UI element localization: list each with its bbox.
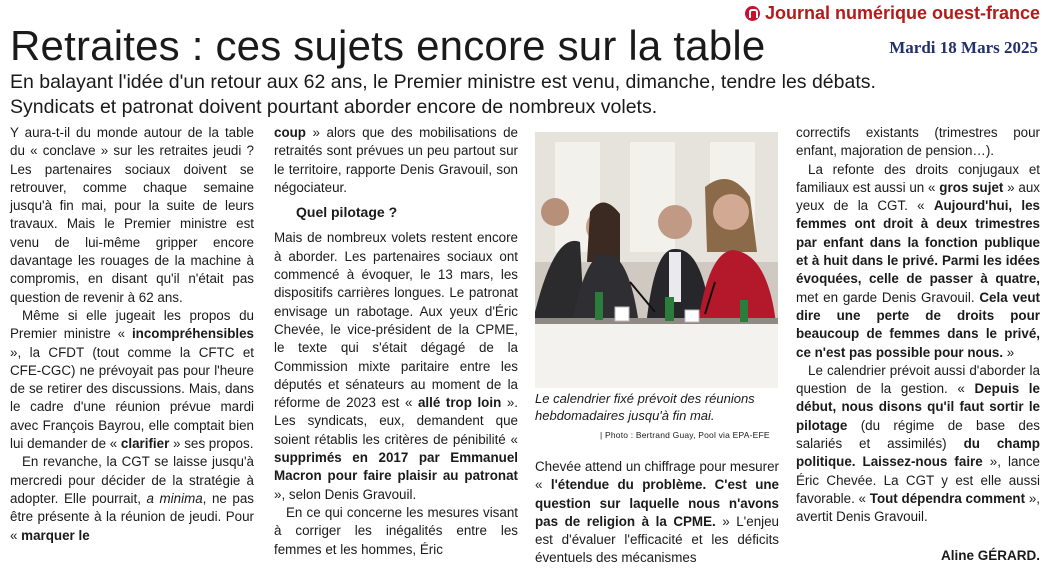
publication-date: Mardi 18 Mars 2025 [889,38,1038,57]
photo-caption: Le calendrier fixé prévoit des réunions hebdomadaires jusqu'à fin mai. [535,391,755,423]
paragraph: En ce qui concerne les mesures visant à corriger les inégalités entre les femmes et les hommes, Éric [274,504,518,557]
paragraph: La refonte des droits conjugaux et familiaux est aussi un « gros sujet » aux yeux de la CGT. « Aujourd'hui, les femmes ont droit à deux trimestres par enfant dans la fonction publique et à huit dans le privé. Parmi les idées évoquées, celle de passer à quatre, met en garde Denis Gravouil. Cela veut dire une perte de droits pour beaucoup de femmes dans le privé, ce n'est pas possible pour nous. » [796,161,1041,360]
photo-credit: | Photo : Bertrand Guay, Pool via EPA-EFE [600,430,770,440]
photo-illustration [535,132,778,388]
article-column-4 [796,124,1040,527]
article-column-1 [10,124,254,545]
lead-line-2: Syndicats et patronat doivent pourtant aborder encore de nombreux volets. [10,96,658,118]
subheading: Quel pilotage ? [296,204,398,221]
brand[interactable] [745,3,1040,24]
article-photo [535,132,778,388]
article-lead [10,70,1050,120]
paragraph: Mais de nombreux volets restent encore à aborder. Les partenaires sociaux ont commencé à évoquer, le 13 mars, les dispositifs carrières longues. Le patronat envisage un rabotage. Aux yeux d'Éric Chevée, le vice-président de la CPME, le texte qui s'était dégagé de la Commission mixte paritaire entre les députés et sénateurs au moment de la réforme de 2023 est « allé trop loin ». Les syndicats, eux, demandent que soient rétablis les critères de pénibilité « supprimés en 2017 par Emmanuel Macron pour faire plaisir au patronat », selon Denis Gravouil. [274,230,518,502]
article-column-2 [274,124,518,559]
paragraph: Le calendrier prévoit aussi d'aborder la question de la gestion. « Depuis le début, nous disons qu'il faut sortir le pilotage (du régime de base des salariés et assimilés) du champ politique. Laissez-nous faire », lance Éric Chevée. La CGT y est elle aussi favorable. « Tout dépendra comment », avertit Denis Gravouil. [796,362,1040,525]
paragraph: Y aura-t-il du monde autour de la table du « conclave » sur les retraites jeudi ? Les partenaires sociaux doivent se retrouver, comme chaque semaine jusqu'à fin mai, pour la suite de leurs travaux. Mais le Premier ministre est venu de lui-même gripper encore davantage les rouages de la machine à compromis, en disant qu'il n'était pas question de revenir à 62 ans. [10,125,254,305]
paragraph: correctifs existants (trimestres pour enfant, majoration de pension…). [796,125,1040,159]
paragraph: coup » alors que des mobilisations de retraités sont prévues un peu partout sur le territoire, rapporte Denis Gravouil, son négociateur. [274,125,518,195]
paragraph: Même si elle jugeait les propos du Premier ministre « incompréhensibles », la CFDT (tout comme la CFTC et CFE-CGC) ne prévoyait pas pour l'heure de se retirer des discussions. Mais, dans le cadre d'une réunion prévue mardi avec François Bayrou, elle comptait bien lui demander de « clarifier » ses propos. [10,307,254,452]
brand-label: Journal numérique ouest-france [764,3,1040,23]
article-title: Retraites : ces sujets encore sur la table [10,22,766,69]
paragraph: En revanche, la CGT se laisse jusqu'à mercredi pour décider de la stratégie à adopter. Elle pourrait, a minima, ne pas être présente à la réunion de jeudi. Pour « marquer le [10,454,254,543]
author-signature: Aline GÉRARD. [940,548,1040,563]
ouest-france-logo-icon [745,6,760,21]
lead-line-1: En balayant l'idée d'un retour aux 62 ans, le Premier ministre est venu, dimanche, tendre les débats. [10,71,876,93]
paragraph: Chevée attend un chiffrage pour mesurer « l'étendue du problème. C'est une question sur laquelle nous n'avons pas de religion à la CPME. » L'enjeu est d'évaluer l'efficacité et les déficits éventuels des mécanismes [535,459,780,566]
article-column-3 [535,458,779,568]
